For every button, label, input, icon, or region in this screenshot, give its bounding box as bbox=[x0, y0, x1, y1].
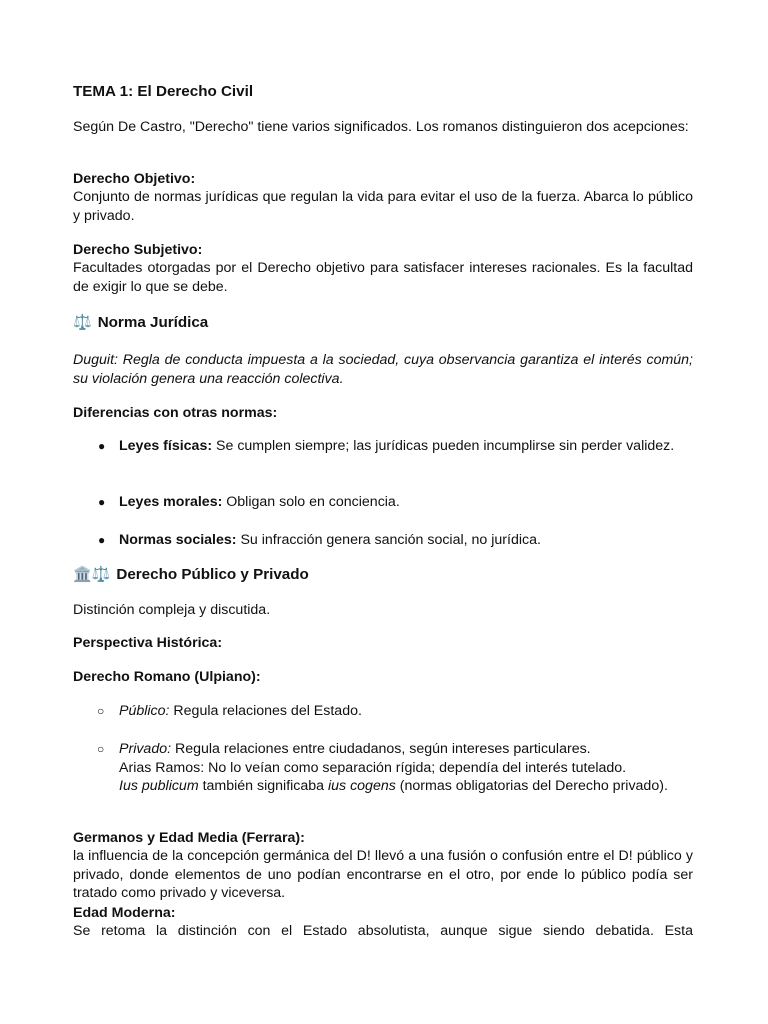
bullet-icon: ● bbox=[98, 533, 106, 547]
list-item-text bbox=[119, 740, 693, 796]
list-item-text bbox=[119, 493, 693, 512]
list-item-text bbox=[119, 437, 693, 456]
circle-bullet-icon: ○ bbox=[97, 704, 105, 718]
diferencias-heading: Diferencias con otras normas: bbox=[73, 405, 278, 421]
bullet-icon: ● bbox=[98, 439, 106, 453]
list-item-label: Leyes físicas: bbox=[119, 438, 213, 454]
norma-juridica-heading-text: Norma Jurídica bbox=[97, 314, 209, 331]
list-item-label: Privado: bbox=[119, 741, 172, 757]
list-item-label: Normas sociales: bbox=[119, 532, 237, 548]
duguit-quote: Duguit: Regla de conducta impuesta a la sociedad, cuya observancia garantiza el interés común; su violación genera una reacción colectiva. bbox=[73, 352, 693, 387]
germanos-text: la influencia de la concepción germánica del D! llevó a una fusión o confusión entre el D! público y privado, donde elementos de uno podían encontrarse en el otro, por ende lo público podía ser tratado como privado y viceversa. bbox=[73, 848, 693, 901]
list-item-body: Se cumplen siempre; las jurídicas pueden incumplirse sin perder validez. bbox=[212, 438, 675, 454]
germanos-heading: Germanos y Edad Media (Ferrara): bbox=[73, 830, 305, 846]
list-item-body: Regula relaciones entre ciudadanos, según intereses particulares. bbox=[171, 741, 591, 757]
bullet-icon: ● bbox=[98, 495, 106, 509]
list-item-body: Su infracción genera sanción social, no jurídica. bbox=[236, 532, 541, 548]
list-item-text bbox=[119, 531, 693, 550]
edad-moderna-text: Se retoma la distinción con el Estado absolutista, aunque sigue siendo debatida. Esta bbox=[73, 923, 693, 939]
list-item-label: Público: bbox=[119, 703, 170, 719]
derecho-objetivo-text: Conjunto de normas jurídicas que regulan la vida para evitar el uso de la fuerza. Abarca lo público y privado. bbox=[73, 189, 693, 224]
ius-cogens-closing: (normas obligatorias del Derecho privado). bbox=[395, 778, 668, 794]
publico-privado-heading bbox=[73, 566, 693, 585]
publico-privado-heading-text: Derecho Público y Privado bbox=[116, 566, 309, 583]
ius-cogens-term: ius cogens bbox=[328, 778, 396, 794]
intro-paragraph: Según De Castro, "Derecho" tiene varios significados. Los romanos distinguieron dos acepciones: bbox=[73, 119, 689, 135]
building-scales-icon: 🏛️⚖️ bbox=[73, 566, 111, 584]
derecho-subjetivo-heading: Derecho Subjetivo: bbox=[73, 242, 203, 258]
edad-moderna-heading: Edad Moderna: bbox=[73, 905, 176, 921]
circle-bullet-icon: ○ bbox=[97, 742, 105, 756]
perspectiva-heading: Perspectiva Histórica: bbox=[73, 635, 223, 651]
page-title: TEMA 1: El Derecho Civil bbox=[73, 83, 254, 100]
list-item-body: Obligan solo en conciencia. bbox=[222, 494, 400, 510]
arias-ramos-text: Arias Ramos: No lo veían como separación rígida; dependía del interés tutelado. bbox=[119, 759, 627, 776]
derecho-subjetivo-text: Facultades otorgadas por el Derecho objetivo para satisfacer intereses racionales. Es la facultad de exigir lo que se debe. bbox=[73, 260, 693, 295]
ius-publicum-term: Ius publicum bbox=[119, 778, 199, 794]
derecho-objetivo-heading: Derecho Objetivo: bbox=[73, 171, 196, 187]
ius-publicum-text bbox=[119, 777, 693, 796]
norma-juridica-heading bbox=[73, 314, 693, 333]
ius-publicum-connector: también significaba bbox=[198, 778, 328, 794]
list-item-label: Leyes morales: bbox=[119, 494, 223, 510]
scales-icon: ⚖️ bbox=[73, 314, 92, 332]
list-item-text bbox=[119, 702, 693, 721]
derecho-romano-heading: Derecho Romano (Ulpiano): bbox=[73, 669, 261, 685]
list-item-body: Regula relaciones del Estado. bbox=[169, 703, 362, 719]
distincion-text: Distinción compleja y discutida. bbox=[73, 602, 271, 618]
